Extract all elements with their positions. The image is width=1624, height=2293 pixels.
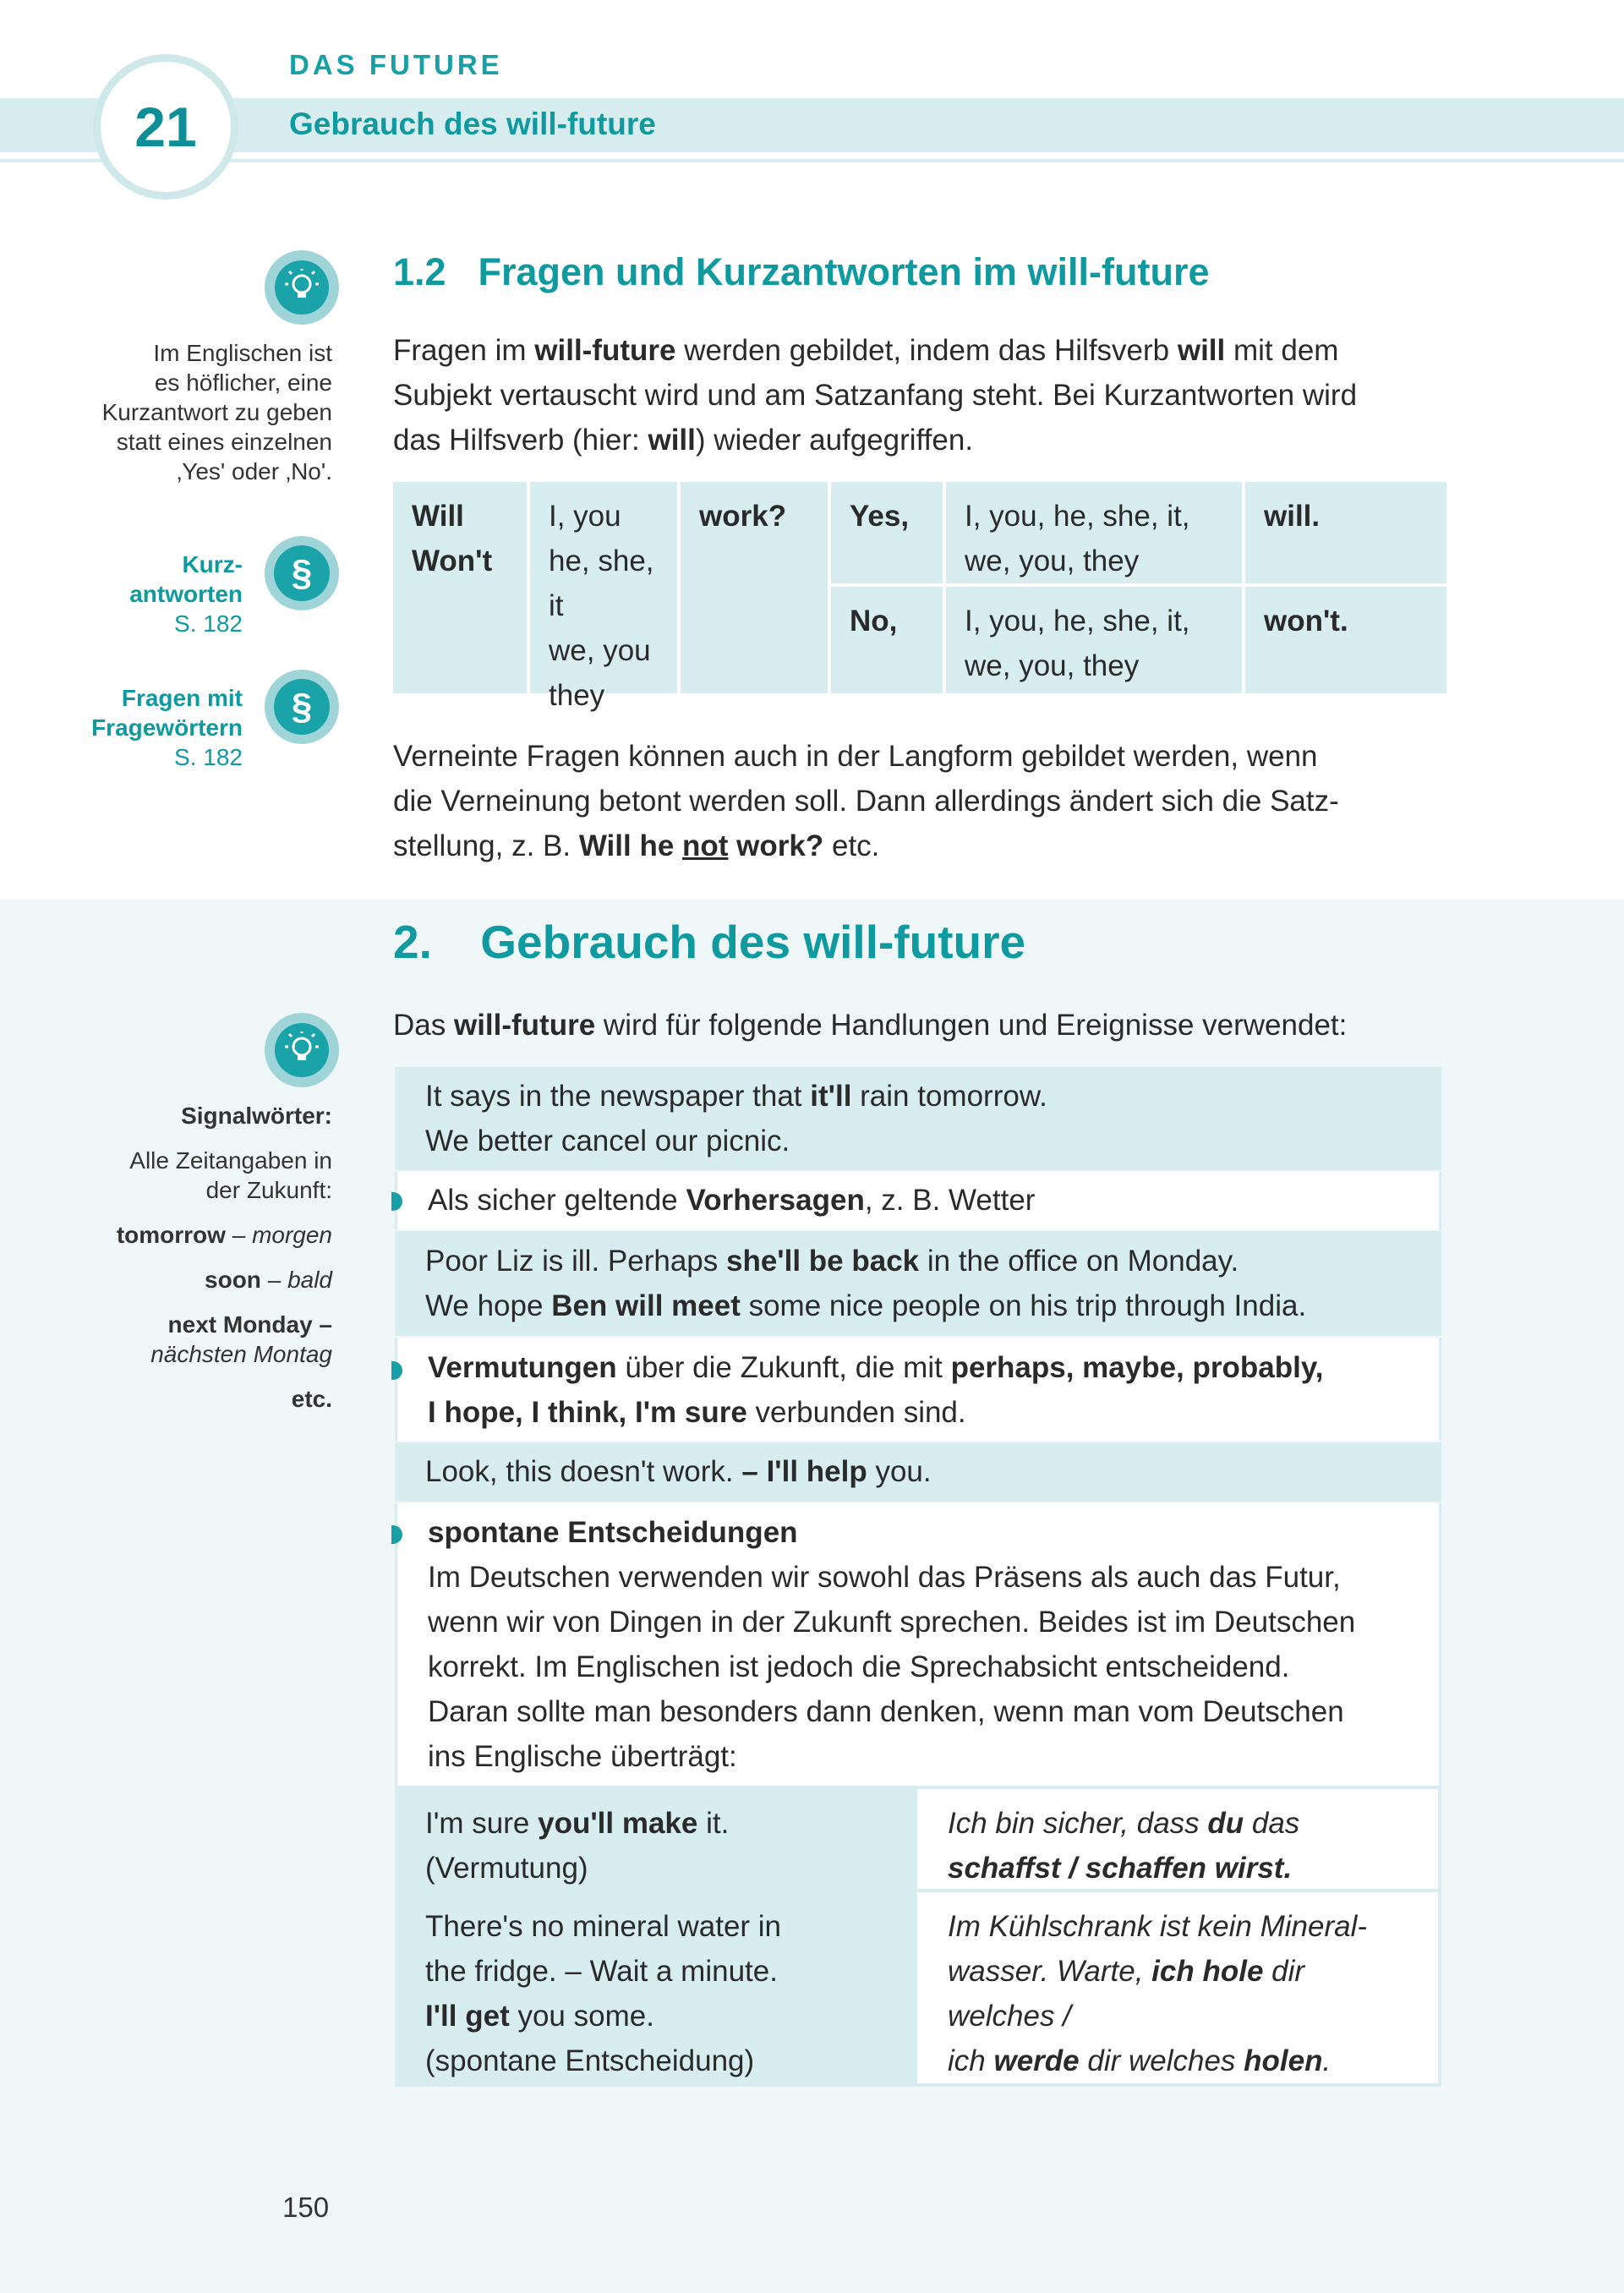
text-line: stellung, z. B. Will he not work? etc.: [393, 829, 880, 862]
comparison-table: [395, 1786, 1441, 2087]
comparison-de-cell: Ich bin sicher, dass du das schaffst / schaffen wirst.: [917, 1789, 1438, 1889]
section-2-intro: Das will-future wird für folgende Handlungen und Ereignisse verwendet:: [393, 1009, 1348, 1042]
signal-intro: der Zukunft:: [205, 1177, 332, 1203]
ref-page: S. 182: [174, 610, 243, 637]
tip-line: es höflicher, eine: [154, 369, 332, 396]
header-rule: [0, 159, 1624, 162]
aux-cell: Will Won't: [393, 482, 527, 693]
usage-bullet: spontane Entscheidungen Im Deutschen verwenden wir sowohl das Präsens als auch das Futur, wenn wir von Dingen in der Zukunft sprechen. Beides ist im Deutschen korrekt. Im Englischen ist jedoch die Sprechabsicht entscheidend. Daran sollte man besonders dann denken, wenn man vom Deutschen ins Englische überträgt:: [395, 1503, 1441, 1786]
example-block: It says in the newspaper that it'll rain tomorrow. We better cancel our picnic.: [395, 1067, 1441, 1170]
section-number: 1.2: [393, 250, 446, 293]
section-title: Fragen und Kurzantworten im will-future: [478, 250, 1210, 293]
subject-cell: I, you he, she, it we, you they: [530, 482, 677, 693]
yes-subjects-cell: I, you, he, she, it, we, you, they: [946, 482, 1242, 583]
text-line: Verneinte Fragen können auch in der Langform gebildet werden, wenn: [393, 740, 1318, 773]
signal-item: soon – bald: [205, 1267, 332, 1293]
ref-label: Kurz-: [182, 551, 243, 577]
usage-bullet: Vermutungen über die Zukunft, die mit perhaps, maybe, probably, I hope, I think, I'm sure verbunden sind.: [395, 1338, 1441, 1441]
lightbulb-icon: [265, 1013, 339, 1087]
tip-note: [102, 338, 332, 486]
short-answer-table: [393, 482, 1446, 712]
chapter-kicker: DAS FUTURE: [289, 49, 503, 80]
text-line: das Hilfsverb (hier: will) wieder aufgegriffen.: [393, 424, 974, 457]
comparison-de-cell: Im Kühlschrank ist kein Mineral- wasser. Warte, ich hole dir welches / ich werde dir welches holen.: [917, 1892, 1438, 2083]
ref-fragewoertern[interactable]: [91, 683, 243, 772]
comparison-en-cell: There's no mineral water in the fridge. – Wait a minute. I'll get you some. (spontane Entscheidung): [395, 1892, 914, 2083]
tip-line: Im Englischen ist: [153, 340, 332, 366]
tip-line: statt eines einzelnen: [116, 429, 332, 455]
signal-etc: etc.: [291, 1386, 332, 1412]
no-end-cell: won't.: [1245, 587, 1446, 693]
bullet-marker: [391, 1192, 402, 1211]
section-title: Gebrauch des will-future: [480, 916, 1026, 968]
example-block: Poor Liz is ill. Perhaps she'll be back in the office on Monday. We hope Ben will meet some nice people on his trip through India.: [395, 1231, 1441, 1336]
bullet-marker: [391, 1525, 402, 1544]
paragraph-icon: §: [265, 670, 339, 744]
text-line: Fragen im will-future werden gebildet, indem das Hilfsverb will mit dem: [393, 334, 1339, 367]
ref-label: antworten: [129, 581, 243, 607]
paragraph-icon: §: [265, 536, 339, 610]
tip-line: ‚Yes' oder ‚No'.: [177, 458, 332, 484]
ref-page: S. 182: [174, 744, 243, 770]
text-line: Subjekt vertauscht wird und am Satzanfang steht. Bei Kurzantworten wird: [393, 379, 1358, 412]
signal-item: next Monday –: [167, 1311, 332, 1338]
lightbulb-icon: [265, 250, 339, 325]
ref-label: Fragen mit: [121, 685, 243, 711]
text-line: die Verneinung betont werden soll. Dann allerdings ändert sich die Satz-: [393, 785, 1339, 818]
signal-item: tomorrow – morgen: [116, 1222, 332, 1248]
example-block: Look, this doesn't work. – I'll help you.: [395, 1442, 1441, 1502]
yes-cell: Yes,: [831, 482, 943, 583]
comparison-en-cell: I'm sure you'll make it. (Vermutung): [395, 1789, 914, 1889]
signal-words-note: [117, 1101, 332, 1414]
negated-questions-paragraph: [393, 734, 1424, 868]
yes-end-cell: will.: [1245, 482, 1446, 583]
bullet-marker: [391, 1361, 402, 1380]
section-heading-2: [393, 915, 1025, 969]
ref-kurzantworten[interactable]: [129, 550, 243, 638]
section-number: 2.: [393, 916, 432, 968]
header-band: [0, 98, 1624, 152]
no-cell: No,: [831, 587, 943, 693]
signal-words-title: Signalwörter:: [181, 1103, 332, 1129]
intro-paragraph: [393, 328, 1424, 462]
signal-intro: Alle Zeitangaben in: [129, 1147, 332, 1174]
no-subjects-cell: I, you, he, she, it, we, you, they: [946, 587, 1242, 693]
chapter-number: 21: [134, 96, 197, 158]
signal-item-translation: nächsten Montag: [150, 1341, 332, 1367]
ref-label: Fragewörtern: [91, 714, 243, 741]
page-number: 150: [282, 2192, 330, 2223]
verb-cell: work?: [681, 482, 828, 693]
chapter-title: Gebrauch des will-future: [289, 107, 656, 141]
usage-bullet: Als sicher geltende Vorhersagen, z. B. Wetter: [395, 1172, 1441, 1229]
section-heading-1-2: [393, 250, 1210, 294]
tip-line: Kurzantwort zu geben: [101, 399, 332, 425]
chapter-badge: [93, 54, 238, 200]
